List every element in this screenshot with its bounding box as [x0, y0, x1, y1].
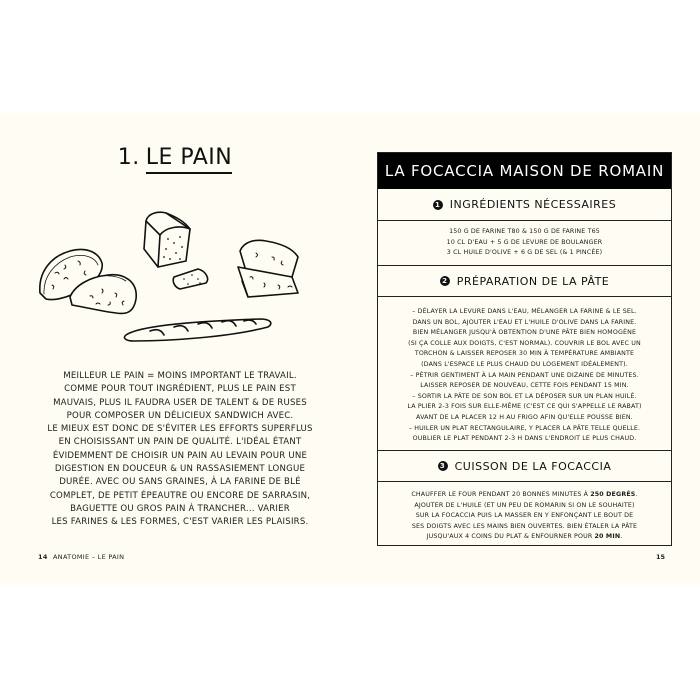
page-number: 15 [656, 553, 666, 561]
body-line: COMPLET, DE PETIT ÉPEAUTRE OU ENCORE DE SARRASIN, [49, 490, 311, 501]
section-header-ingredients [378, 189, 671, 221]
text-run: . [620, 533, 623, 541]
step-line: LA PLIER 2-3 FOIS SUR ELLE-MÊME (C'EST CE QUI S'APPELLE LE RABAT) [407, 403, 642, 411]
bold-run: 20 MIN [594, 533, 621, 541]
step-line: – SORTIR LA PÂTE DE SON BOL ET LA DÉPOSER SUR UN PLAN HUILÉ. [412, 392, 637, 400]
number-badge-icon: 2 [440, 276, 450, 286]
chapter-title [0, 145, 350, 170]
sourdough-loaf-icon [40, 250, 136, 314]
step-line [378, 490, 671, 501]
section-title: CUISSON DE LA FOCACCIA [454, 459, 612, 473]
step-line: (DANS L'ESPACE LE PLUS CHAUD DU LOGEMENT IDÉALEMENT). [421, 360, 628, 368]
section-body-ingredients [378, 221, 671, 265]
baguette-icon [124, 319, 270, 341]
bread-illustration [30, 201, 320, 351]
body-line: MAUVAIS, PLUS IL FAUDRA USER DE TALENT & DE RUSES [53, 397, 307, 408]
body-line: MEILLEUR LE PAIN = MOINS IMPORTANT LE TRAVAIL. [63, 371, 297, 381]
recipe-title: LA FOCACCIA MAISON DE ROMAIN [378, 153, 671, 189]
body-line: COMME POUR TOUT INGRÉDIENT, PLUS LE PAIN EST [64, 384, 296, 395]
section-header-cooking [378, 450, 671, 482]
body-line: BAGUETTE OU GROS PAIN À TRANCHER... VARIER [70, 503, 290, 514]
bold-run: 250 DEGRÉS [590, 491, 636, 498]
step-line: – PÉTRIR GENTIMENT À LA MAIN PENDANT UNE DIZAINE DE MINUTES. [410, 371, 639, 379]
focaccia-icon [238, 240, 298, 297]
body-line: LES FARINES & LES FORMES, C'EST VARIER LES PLAISIRS. [51, 517, 309, 528]
step-line: BIEN MÉLANGER JUSQU'À OBTENTION D'UNE PÂTE BIEN HOMOGÈNE [412, 329, 637, 337]
step-line: AJOUTER DE L'HUILE (ET UN PEU DE ROMARIN SI ON LE SOUHAITE) [414, 501, 635, 509]
page-number: 14 [38, 553, 48, 561]
step-line: SUR LA FOCACCIA PUIS LA MASSER EN Y ENFONÇANT LE BOUT DE [415, 512, 634, 520]
step-line: TORCHON & LAISSER REPOSER 30 MIN À TEMPÉRATURE AMBIANTE [414, 350, 635, 358]
chapter-number: 1. [117, 145, 140, 170]
ingredient-line: 150 G DE FARINE T80 & 150 G DE FARINE T65 [449, 228, 600, 235]
section-body-preparation [378, 297, 671, 450]
number-badge-icon: 1 [433, 200, 443, 210]
section-title: INGRÉDIENTS NÉCESSAIRES [449, 198, 617, 211]
text-run: . [635, 491, 638, 498]
sandwich-loaf-icon [144, 212, 208, 289]
step-line: (SI ÇA COLLE AUX DOIGTS, C'EST NORMAL). COUVRIR LE BOL AVEC UN [408, 339, 641, 347]
step-line: OUBLIER LE PLAT PENDANT 2-3 H DANS L'ENDROIT LE PLUS CHAUD. [412, 435, 637, 443]
step-line: – DÉLAYER LA LEVURE DANS L'EAU, MÉLANGER LA FARINE & LE SEL. [412, 308, 637, 315]
book-spread [0, 113, 700, 585]
running-title: ANATOMIE – LE PAIN [53, 553, 125, 561]
section-title: PRÉPARATION DE LA PÂTE [456, 274, 610, 288]
text-run: CHAUFFER LE FOUR PENDANT 20 BONNES MINUTES À [411, 491, 591, 498]
right-page [350, 113, 700, 585]
step-line: SES DOIGTS AVEC LES MAINS BIEN OUVERTES. BIEN ÉTALER LA PÂTE [411, 522, 638, 530]
number-badge-icon: 3 [438, 461, 448, 471]
step-line: DANS UN BOL, AJOUTER L'EAU ET L'HUILE D'OLIVE DANS LA FARINE. [412, 318, 637, 326]
body-line: DIGESTION EN DOUCEUR & UN RASSASIEMENT LONGUE [54, 464, 306, 475]
recipe-box [377, 152, 672, 546]
ingredient-line: 3 CL HUILE D'OLIVE + 6 G DE SEL (& 1 PINCÉE) [446, 249, 603, 257]
step-line [378, 532, 671, 543]
ingredient-line: 10 CL D'EAU + 5 G DE LEVURE DE BOULANGER [446, 238, 603, 246]
body-line: LE MIEUX EST DONC DE S'ÉVITER LES EFFORTS SUPERFLUS [47, 424, 313, 435]
step-line: LAISSER REPOSER DE NOUVEAU, CETTE FOIS PENDANT 15 MIN. [420, 382, 629, 390]
left-page [0, 113, 350, 585]
chapter-title-text: LE PAIN [146, 145, 233, 174]
body-line: POUR COMPOSER UN DÉLICIEUX SANDWICH AVEC. [66, 410, 294, 421]
body-line: DURÉE. AVEC OU SANS GRAINES, À LA FARINE DE BLÉ [59, 477, 301, 488]
step-line: AVANT DE LA PLACER 12 H AU FRIGO AFIN QU'ELLE POUSSE BIEN. [416, 413, 633, 421]
chapter-body-text [20, 370, 340, 530]
section-header-preparation [378, 265, 671, 297]
step-line: – HUILER UN PLAT RECTANGULAIRE, Y PLACER LA PÂTE TELLE QUELLE. [408, 424, 641, 432]
text-run: JUSQU'AUX 4 COINS DU PLAT & ENFOURNER POUR [426, 533, 595, 541]
body-line: EN CHOISISSANT UN PAIN DE QUALITÉ. L'IDÉAL ÉTANT [58, 437, 302, 448]
section-body-cooking [378, 482, 671, 543]
left-page-footer [38, 553, 124, 561]
body-line: ÉVIDEMMENT DE CHOISIR UN PAIN AU LEVAIN POUR UNE [52, 450, 308, 461]
